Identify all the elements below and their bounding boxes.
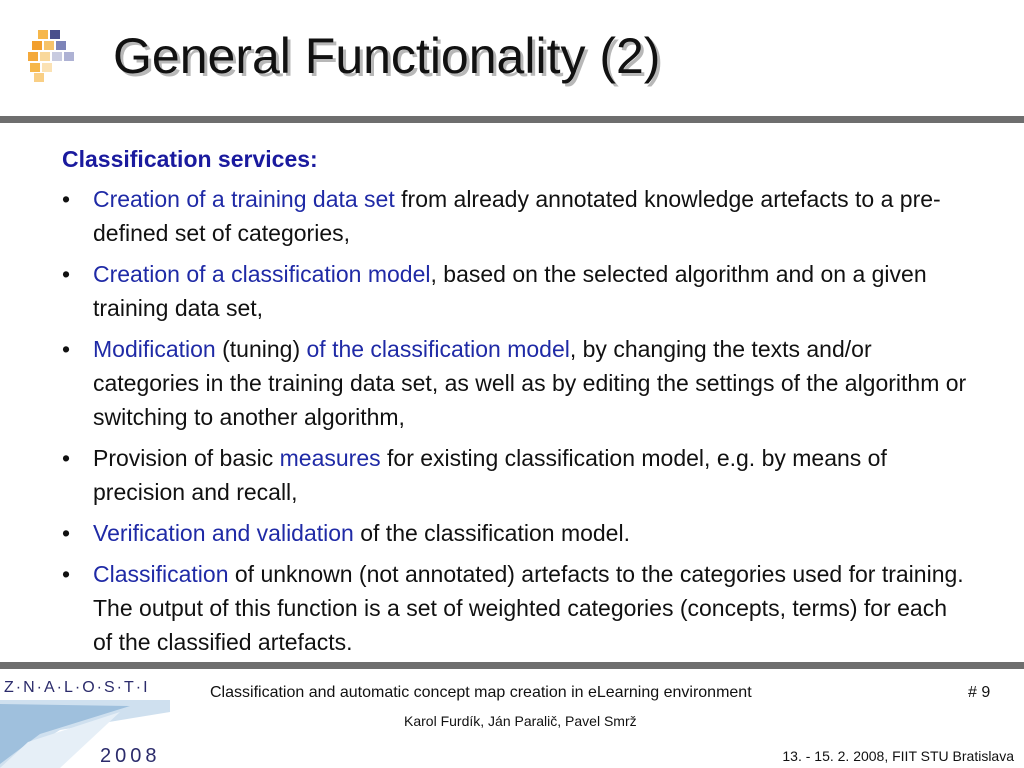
footer-date-venue: 13. - 15. 2. 2008, FIIT STU Bratislava (782, 748, 1014, 764)
bullet-marker: • (62, 336, 71, 362)
highlighted-term: Classification (93, 561, 229, 587)
page-number: # 9 (968, 684, 991, 701)
highlighted-term: Creation of a training data set (93, 186, 395, 212)
brand-name-text: Z·N·A·L·O·S·T·I (4, 679, 150, 696)
footer-presentation-title: Classification and automatic concept map creation in eLearning environment (210, 684, 752, 701)
bullet-text: of unknown (not annotated) artefacts to the categories used for training. The output of this function is a set of weighted categories (concepts, terms) for each of the classified artefacts. (93, 561, 964, 655)
bullet-marker: • (62, 520, 71, 546)
bullet-text: Provision of basic (93, 445, 280, 471)
section-heading: Classification services: (62, 146, 318, 172)
presentation-logo-icon (28, 30, 78, 82)
bullet-text: , based on the selected algorithm and on a given training data set, (93, 261, 927, 321)
bullet-marker: • (62, 561, 71, 587)
bullet-item (62, 257, 972, 325)
bullet-text: for existing classification model, e.g. by means of precision and recall, (93, 445, 887, 505)
highlighted-term: Creation of a classification model (93, 261, 431, 287)
bullet-item (62, 182, 972, 250)
bullet-item (62, 332, 972, 434)
bullet-text: of the classification model. (353, 520, 630, 546)
bullet-item (62, 441, 972, 509)
highlighted-term: Verification and validation (93, 520, 354, 546)
footer-authors: Karol Furdík, Ján Paralič, Pavel Smrž (404, 713, 637, 729)
slide-title: General Functionality (2) (113, 28, 661, 84)
title-divider (0, 116, 1024, 123)
bullet-text: (tuning) (215, 336, 307, 362)
bullet-list (62, 182, 972, 659)
highlighted-term: of the classification model (306, 336, 570, 362)
bullet-item (62, 557, 972, 659)
footer-divider (0, 662, 1024, 669)
brand-year-text: 2008 (100, 745, 161, 767)
bullet-text: , by changing the texts and/or categories in the training data set, as well as by editing the settings of the algorithm or switching to another algorithm, (93, 336, 967, 430)
bullet-marker: • (62, 445, 71, 471)
highlighted-term: measures (279, 445, 381, 471)
slide-body (62, 144, 972, 666)
bullet-marker: • (62, 186, 71, 212)
highlighted-term: Modification (93, 336, 216, 362)
bullet-marker: • (62, 261, 71, 287)
bullet-text: from already annotated knowledge artefacts to a pre-defined set of categories, (93, 186, 941, 246)
znalosti-2008-logo (0, 672, 170, 768)
bullet-item (62, 516, 972, 550)
